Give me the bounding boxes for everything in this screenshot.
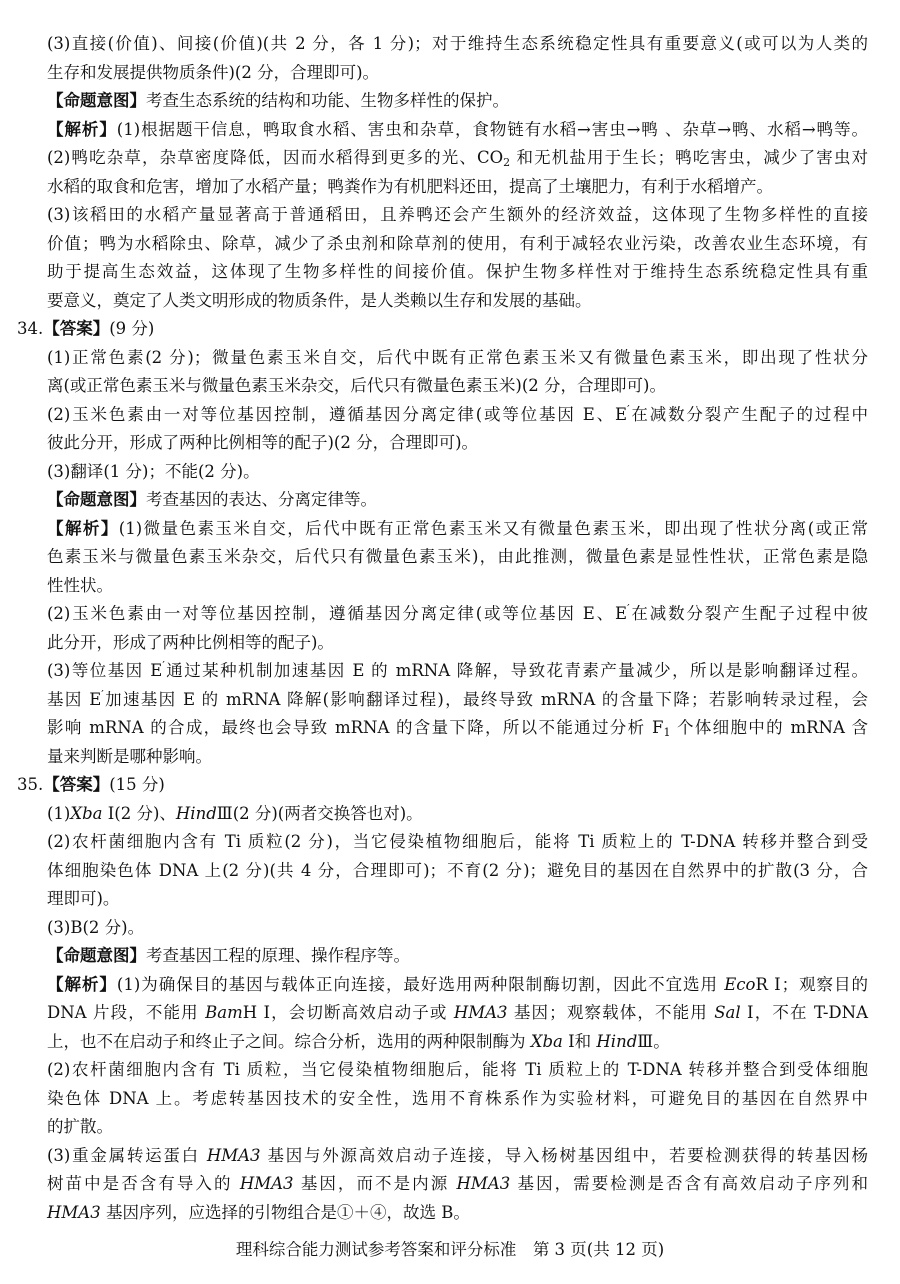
- text-run: 在减数分裂产生配子的过程中: [629, 404, 868, 424]
- text-line: [0, 971, 900, 1000]
- text-run: 基因序列，应选择的引物组合是①＋④，故选 B。: [100, 1202, 470, 1222]
- text-run: ′: [627, 402, 630, 416]
- text-run: ′: [101, 687, 104, 701]
- text-run: 基因；观察载体，不能用: [507, 1003, 715, 1022]
- text-line: [0, 59, 900, 88]
- text-run: ′: [162, 659, 165, 672]
- text-run: 体细胞染色体 DNA 上(2 分)(共 4 分，合理即可)；不育(2 分)；避免目的基因在自然界中的扩散(3 分，合: [47, 860, 868, 880]
- text-line: [0, 1056, 900, 1085]
- section-marker: 【答案】: [43, 319, 110, 338]
- section-marker: 【答案】: [43, 775, 110, 794]
- italic-term: HMA3: [456, 1174, 511, 1193]
- text-line: [0, 885, 900, 914]
- text-run: ′: [627, 602, 630, 615]
- text-line: [0, 401, 900, 430]
- italic-term: HMA3: [47, 1202, 101, 1222]
- italic-term: Xba: [70, 803, 103, 823]
- italic-term: Xba: [530, 1031, 563, 1051]
- text-run: 和无机盐用于生长；鸭吃害虫，减少了害虫对: [510, 148, 869, 167]
- text-run: (15 分): [109, 775, 165, 794]
- text-line: [0, 515, 900, 544]
- text-run: 树苗中是否含有导入的: [47, 1174, 240, 1193]
- text-line: [0, 572, 900, 601]
- text-line: [0, 1028, 900, 1057]
- text-run: (2)玉米色素由一对等位基因控制，遵循基因分离定律(或等位基因 E、E: [47, 404, 628, 424]
- text-line: [0, 686, 900, 715]
- page-footer: 理科综合能力测试参考答案和评分标准 第 3 页(共 12 页): [235, 1240, 665, 1259]
- section-marker: 【命题意图】: [47, 490, 146, 509]
- text-line: [0, 486, 900, 515]
- text-run: (3)翻译(1 分)；不能(2 分)。: [47, 461, 260, 481]
- text-run: (2)鸭吃杂草，杂草密度降低，因而水稻得到更多的光、CO: [47, 148, 504, 167]
- text-line: [0, 230, 900, 259]
- italic-term: Sal: [714, 1003, 741, 1022]
- text-run: Ⅰ(2 分)、: [102, 803, 176, 823]
- text-run: Ⅲ(2 分)(两者交换答也对)。: [216, 803, 423, 823]
- text-line: [0, 657, 900, 686]
- text-run: (2)农杆菌细胞内含有 Ti 质粒，当它侵染植物细胞后，能将 Ti 质粒上的 T-DNA 转移并整合到受体细胞: [47, 1060, 868, 1079]
- text-run: 生存和发展提供物质条件)(2 分，合理即可)。: [47, 62, 380, 82]
- text-line: [0, 458, 900, 487]
- text-run: 影响 mRNA 的合成，最终也会导致 mRNA 的含量下降，所以不能通过分析 F: [47, 718, 664, 737]
- text-line: [0, 144, 900, 173]
- text-line: [0, 800, 900, 829]
- text-line: [0, 999, 900, 1028]
- text-run: 离(或正常色素玉米与微量色素玉米杂交，后代只有微量色素玉米)(2 分，合理即可)。: [47, 376, 666, 395]
- text-line: [0, 771, 900, 800]
- text-run: 加速基因 E 的 mRNA 降解(影响翻译过程)，最终导致 mRNA 的含量下降；若影响转录过程，会: [103, 689, 868, 709]
- text-run: H Ⅰ，会切断高效启动子或: [242, 1003, 454, 1022]
- text-line: [0, 914, 900, 943]
- text-run: 要意义，奠定了人类文明形成的物质条件，是人类赖以生存和发展的基础。: [47, 290, 592, 310]
- text-run: 性性状。: [47, 575, 113, 595]
- italic-term: Bam: [205, 1003, 243, 1022]
- text-run: (1)正常色素(2 分)；微量色素玉米自交，后代中既有正常色素玉米又有微量色素玉米，即出现了性状分: [47, 347, 868, 367]
- text-line: [0, 857, 900, 886]
- text-line: [0, 743, 900, 772]
- answer-text-body: [0, 30, 900, 1227]
- text-line: [0, 1199, 900, 1228]
- text-run: (3)该稻田的水稻产量显著高于普通稻田，且养鸭还会产生额外的经济效益，这体现了生物多样性的直接: [47, 205, 868, 224]
- text-run: 基因与外源高效启动子连接，导入杨树基因组中，若要检测获得的转基因杨: [260, 1145, 868, 1165]
- section-marker: 【解析】: [47, 119, 117, 139]
- text-run: 35.: [17, 775, 44, 794]
- text-run: 水稻的取食和危害，增加了水稻产量；鸭粪作为有机肥料还田，提高了土壤肥力，有利于水稻增产。: [47, 176, 773, 196]
- text-line: [0, 1085, 900, 1114]
- italic-term: HMA3: [453, 1003, 508, 1022]
- text-run: 助于提高生态效益，这体现了生物多样性的间接价值。保护生物多样性对于维持生态系统稳定性具有重: [47, 262, 868, 281]
- text-line: [0, 1170, 900, 1199]
- italic-term: Eco: [724, 974, 756, 994]
- section-marker: 【解析】: [47, 518, 119, 538]
- italic-term: Hind: [596, 1031, 638, 1051]
- text-run: Ⅰ，不在 T-DNA: [740, 1003, 869, 1022]
- italic-term: Hind: [175, 803, 217, 823]
- text-run: 2: [503, 156, 511, 169]
- text-run: 34.: [17, 319, 44, 338]
- text-run: 1: [663, 726, 671, 739]
- text-line: [0, 344, 900, 373]
- text-line: [0, 116, 900, 145]
- text-line: [0, 543, 900, 572]
- text-run: 基因，需要检测是否含有高效启动子序列和: [510, 1174, 868, 1193]
- text-run: 考查生态系统的结构和功能、生物多样性的保护。: [146, 91, 509, 110]
- text-line: [0, 30, 900, 59]
- section-marker: 【命题意图】: [47, 946, 146, 965]
- text-run: 基因 E: [47, 689, 102, 709]
- text-run: 在减数分裂产生配子过程中彼: [629, 604, 868, 623]
- text-run: (1): [47, 803, 71, 823]
- italic-term: HMA3: [239, 1174, 294, 1193]
- text-run: (1)微量色素玉米自交，后代中既有正常色素玉米又有微量色素玉米，即出现了性状分离(或正常: [118, 518, 868, 538]
- text-line: [0, 258, 900, 287]
- section-marker: 【命题意图】: [47, 91, 146, 110]
- text-line: [0, 1113, 900, 1142]
- text-line: [0, 714, 900, 743]
- text-run: 彼此分开，形成了两种比例相等的配子)(2 分，合理即可)。: [47, 433, 479, 452]
- text-run: (1)为确保目的基因与载体正向连接，最好选用两种限制酶切割，因此不宜选用: [116, 974, 725, 994]
- text-run: 色素玉米与微量色素玉米杂交，后代只有微量色素玉米)，由此推测，微量色素是显性性状，正常色素是隐: [47, 547, 868, 566]
- text-run: 染色体 DNA 上。考虑转基因技术的安全性，选用不育株系作为实验材料，可避免目的基因在自然界中: [47, 1088, 868, 1108]
- text-line: [0, 828, 900, 857]
- text-line: [0, 629, 900, 658]
- text-line: [0, 173, 900, 202]
- text-line: [0, 600, 900, 629]
- text-run: R Ⅰ；观察目的: [755, 974, 869, 994]
- text-run: 价值；鸭为水稻除虫、除草，减少了杀虫剂和除草剂的使用，有利于减轻农业污染，改善农业生态环境，有: [47, 233, 868, 253]
- text-run: (9 分): [109, 319, 155, 338]
- section-marker: 【解析】: [47, 974, 117, 994]
- text-run: (3)直接(价值)、间接(价值)(共 2 分，各 1 分)；对于维持生态系统稳定性具有重要意义(或可以为人类的: [47, 34, 868, 53]
- text-run: DNA 片段，不能用: [47, 1003, 206, 1022]
- text-line: [0, 87, 900, 116]
- text-line: [0, 201, 900, 230]
- text-run: Ⅲ。: [637, 1031, 670, 1051]
- text-run: (3)B(2 分)。: [47, 917, 145, 937]
- text-run: (2)农杆菌细胞内含有 Ti 质粒(2 分)，当它侵染植物细胞后，能将 Ti 质粒上的 T-DNA 转移并整合到受: [47, 832, 868, 851]
- text-run: 此分开，形成了两种比例相等的配子)。: [47, 632, 334, 652]
- text-run: 基因，而不是内源: [293, 1174, 457, 1193]
- text-run: 考查基因的表达、分离定律等。: [146, 490, 377, 509]
- text-line: [0, 942, 900, 971]
- text-line: [0, 1142, 900, 1171]
- text-line: [0, 429, 900, 458]
- text-line: [0, 287, 900, 316]
- text-run: 考查基因工程的原理、操作程序等。: [146, 946, 410, 965]
- text-run: 理即可)。: [47, 889, 120, 908]
- text-run: (3)等位基因 E: [47, 661, 163, 680]
- text-run: 量来判断是哪种影响。: [47, 746, 212, 766]
- text-run: 的扩散。: [47, 1117, 113, 1136]
- text-line: [0, 315, 900, 344]
- text-run: (3)重金属转运蛋白: [47, 1145, 207, 1165]
- text-run: 个体细胞中的 mRNA 含: [670, 718, 868, 737]
- text-run: (1)根据题干信息，鸭取食水稻、害虫和杂草，食物链有水稻→害虫→鸭 、杂草→鸭、水稻→鸭等。: [116, 119, 869, 139]
- text-run: 上，也不在启动子和终止子之间。综合分析，选用的两种限制酶为: [47, 1031, 531, 1051]
- text-run: 通过某种机制加速基因 E 的 mRNA 降解，导致花青素产量减少，所以是影响翻译过程。: [164, 661, 868, 680]
- text-run: Ⅰ和: [562, 1031, 597, 1051]
- text-run: (2)玉米色素由一对等位基因控制，遵循基因分离定律(或等位基因 E、E: [47, 604, 628, 623]
- italic-term: HMA3: [206, 1145, 261, 1165]
- text-line: [0, 372, 900, 401]
